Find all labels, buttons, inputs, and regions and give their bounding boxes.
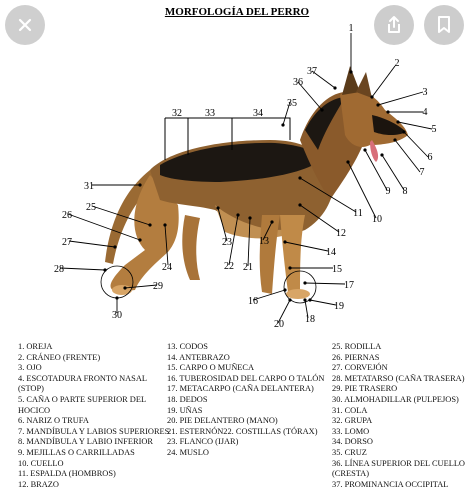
legend-item: 27. CORVEJÓN [332, 363, 388, 373]
legend-item: 32. GRUPA [332, 416, 373, 426]
dog-front-paw [286, 289, 310, 299]
marker-15: 15 [332, 264, 342, 275]
marker-26: 26 [62, 210, 72, 221]
legend-item: 11. ESPALDA (HOMBROS) [18, 469, 116, 479]
marker-3: 3 [422, 87, 428, 98]
close-icon [16, 16, 34, 34]
marker-32: 32 [172, 108, 182, 119]
legend-item: 8. MANDÍBULA Y LABIO INFERIOR [18, 437, 154, 447]
marker-21: 21 [243, 262, 253, 273]
legend-column-3 [332, 342, 465, 490]
legend-item: 3. OJO [18, 363, 42, 373]
legend-item: (CRESTA) [332, 469, 370, 479]
marker-35: 35 [287, 98, 297, 109]
marker-36: 36 [293, 77, 303, 88]
marker-22: 22 [224, 261, 234, 272]
legend-item: 33. LOMO [332, 426, 370, 436]
page-title: MORFOLOGÍA DEL PERRO [164, 6, 310, 18]
legend-item: 18. DEDOS [167, 394, 208, 404]
marker-7: 7 [419, 167, 425, 178]
marker-2: 2 [394, 58, 400, 69]
legend-item: 1. OREJA [18, 342, 53, 351]
legend-item: 13. CODOS [167, 342, 208, 351]
marker-27: 27 [62, 237, 72, 248]
marker-8: 8 [402, 186, 408, 197]
marker-24: 24 [162, 262, 172, 273]
close-button[interactable] [5, 5, 45, 45]
marker-37: 37 [307, 66, 317, 77]
legend-item: HOCICO [18, 405, 51, 415]
legend-item: 17. METACARPO (CAÑA DELANTERA) [167, 384, 314, 394]
marker-6: 6 [427, 152, 433, 163]
legend-item: 2. CRÁNEO (FRENTE) [18, 352, 101, 362]
marker-1: 1 [348, 23, 354, 34]
legend-item: 6. NARIZ O TRUFA [18, 416, 89, 426]
marker-30: 30 [112, 310, 122, 321]
legend-item: 10. CUELLO [18, 458, 64, 468]
dog-illustration [105, 66, 408, 299]
legend-item: 29. PIE TRASERO [332, 384, 398, 394]
legend-item: 31. COLA [332, 405, 368, 415]
dog-rear-paw [112, 285, 132, 295]
bookmark-icon [435, 15, 453, 35]
legend-item: 30. ALMOHADILLAR (PULPEJOS) [332, 394, 459, 404]
legend-item: 37. PROMINANCIA OCCIPITAL [332, 479, 449, 489]
legend-item: 19. UÑAS [167, 405, 203, 415]
legend-item: 25. RODILLA [332, 342, 382, 351]
legend-item: 21. ESTERNÓN22. COSTILLAS (TÓRAX) [167, 426, 318, 436]
legend-item: 23. FLANCO (IJAR) [167, 437, 239, 447]
legend-item: 28. METATARSO (CAÑA TRASERA) [332, 373, 465, 383]
legend-item: 16. TUBEROSIDAD DEL CARPO O TALÓN [167, 373, 325, 383]
marker-33: 33 [205, 108, 215, 119]
legend-item: 26. PIERNAS [332, 352, 380, 362]
marker-18: 18 [305, 314, 315, 325]
share-button[interactable] [374, 5, 414, 45]
marker-11: 11 [353, 208, 363, 219]
marker-10: 10 [372, 214, 382, 225]
share-icon [384, 15, 404, 35]
marker-34: 34 [253, 108, 263, 119]
marker-14: 14 [326, 247, 336, 258]
dog-mid-leg [182, 215, 200, 280]
legend-item: 5. CAÑA O PARTE SUPERIOR DEL [18, 394, 147, 404]
bookmark-button[interactable] [424, 5, 464, 45]
marker-20: 20 [274, 319, 284, 330]
marker-17: 17 [344, 280, 354, 291]
legend-item: 24. MUSLO [167, 447, 209, 457]
marker-23: 23 [222, 237, 232, 248]
marker-12: 12 [336, 228, 346, 239]
marker-16: 16 [248, 296, 258, 307]
dog-front-leg [280, 215, 305, 294]
marker-31: 31 [84, 181, 94, 192]
marker-28: 28 [54, 264, 64, 275]
legend-item: 9. MEJILLAS O CARRILLADAS [18, 447, 135, 457]
legend-item: 15. CARPO O MUÑECA [167, 363, 255, 373]
legend-column-2 [167, 342, 324, 459]
legend-item: 36. LÍNEA SUPERIOR DEL CUELLO [332, 458, 465, 468]
legend-column-1 [18, 342, 169, 490]
legend-item: (STOP) [18, 384, 44, 394]
legend-item: 35. CRUZ [332, 447, 367, 457]
marker-19: 19 [334, 301, 344, 312]
marker-13: 13 [259, 236, 269, 247]
legend-item: 20. PIE DELANTERO (MANO) [167, 416, 278, 426]
marker-29: 29 [153, 281, 163, 292]
legend-item: 34. DORSO [332, 437, 373, 447]
legend-item: 4. ESCOTADURA FRONTO NASAL [18, 373, 148, 383]
legend-item: 12. BRAZO [18, 479, 59, 489]
legend-item: 7. MANDÍBULA Y LABIOS SUPERIORES [18, 426, 170, 436]
marker-9: 9 [385, 186, 391, 197]
marker-5: 5 [431, 124, 437, 135]
marker-25: 25 [86, 202, 96, 213]
legend-item: 14. ANTEBRAZO [167, 352, 230, 362]
marker-4: 4 [422, 107, 428, 118]
